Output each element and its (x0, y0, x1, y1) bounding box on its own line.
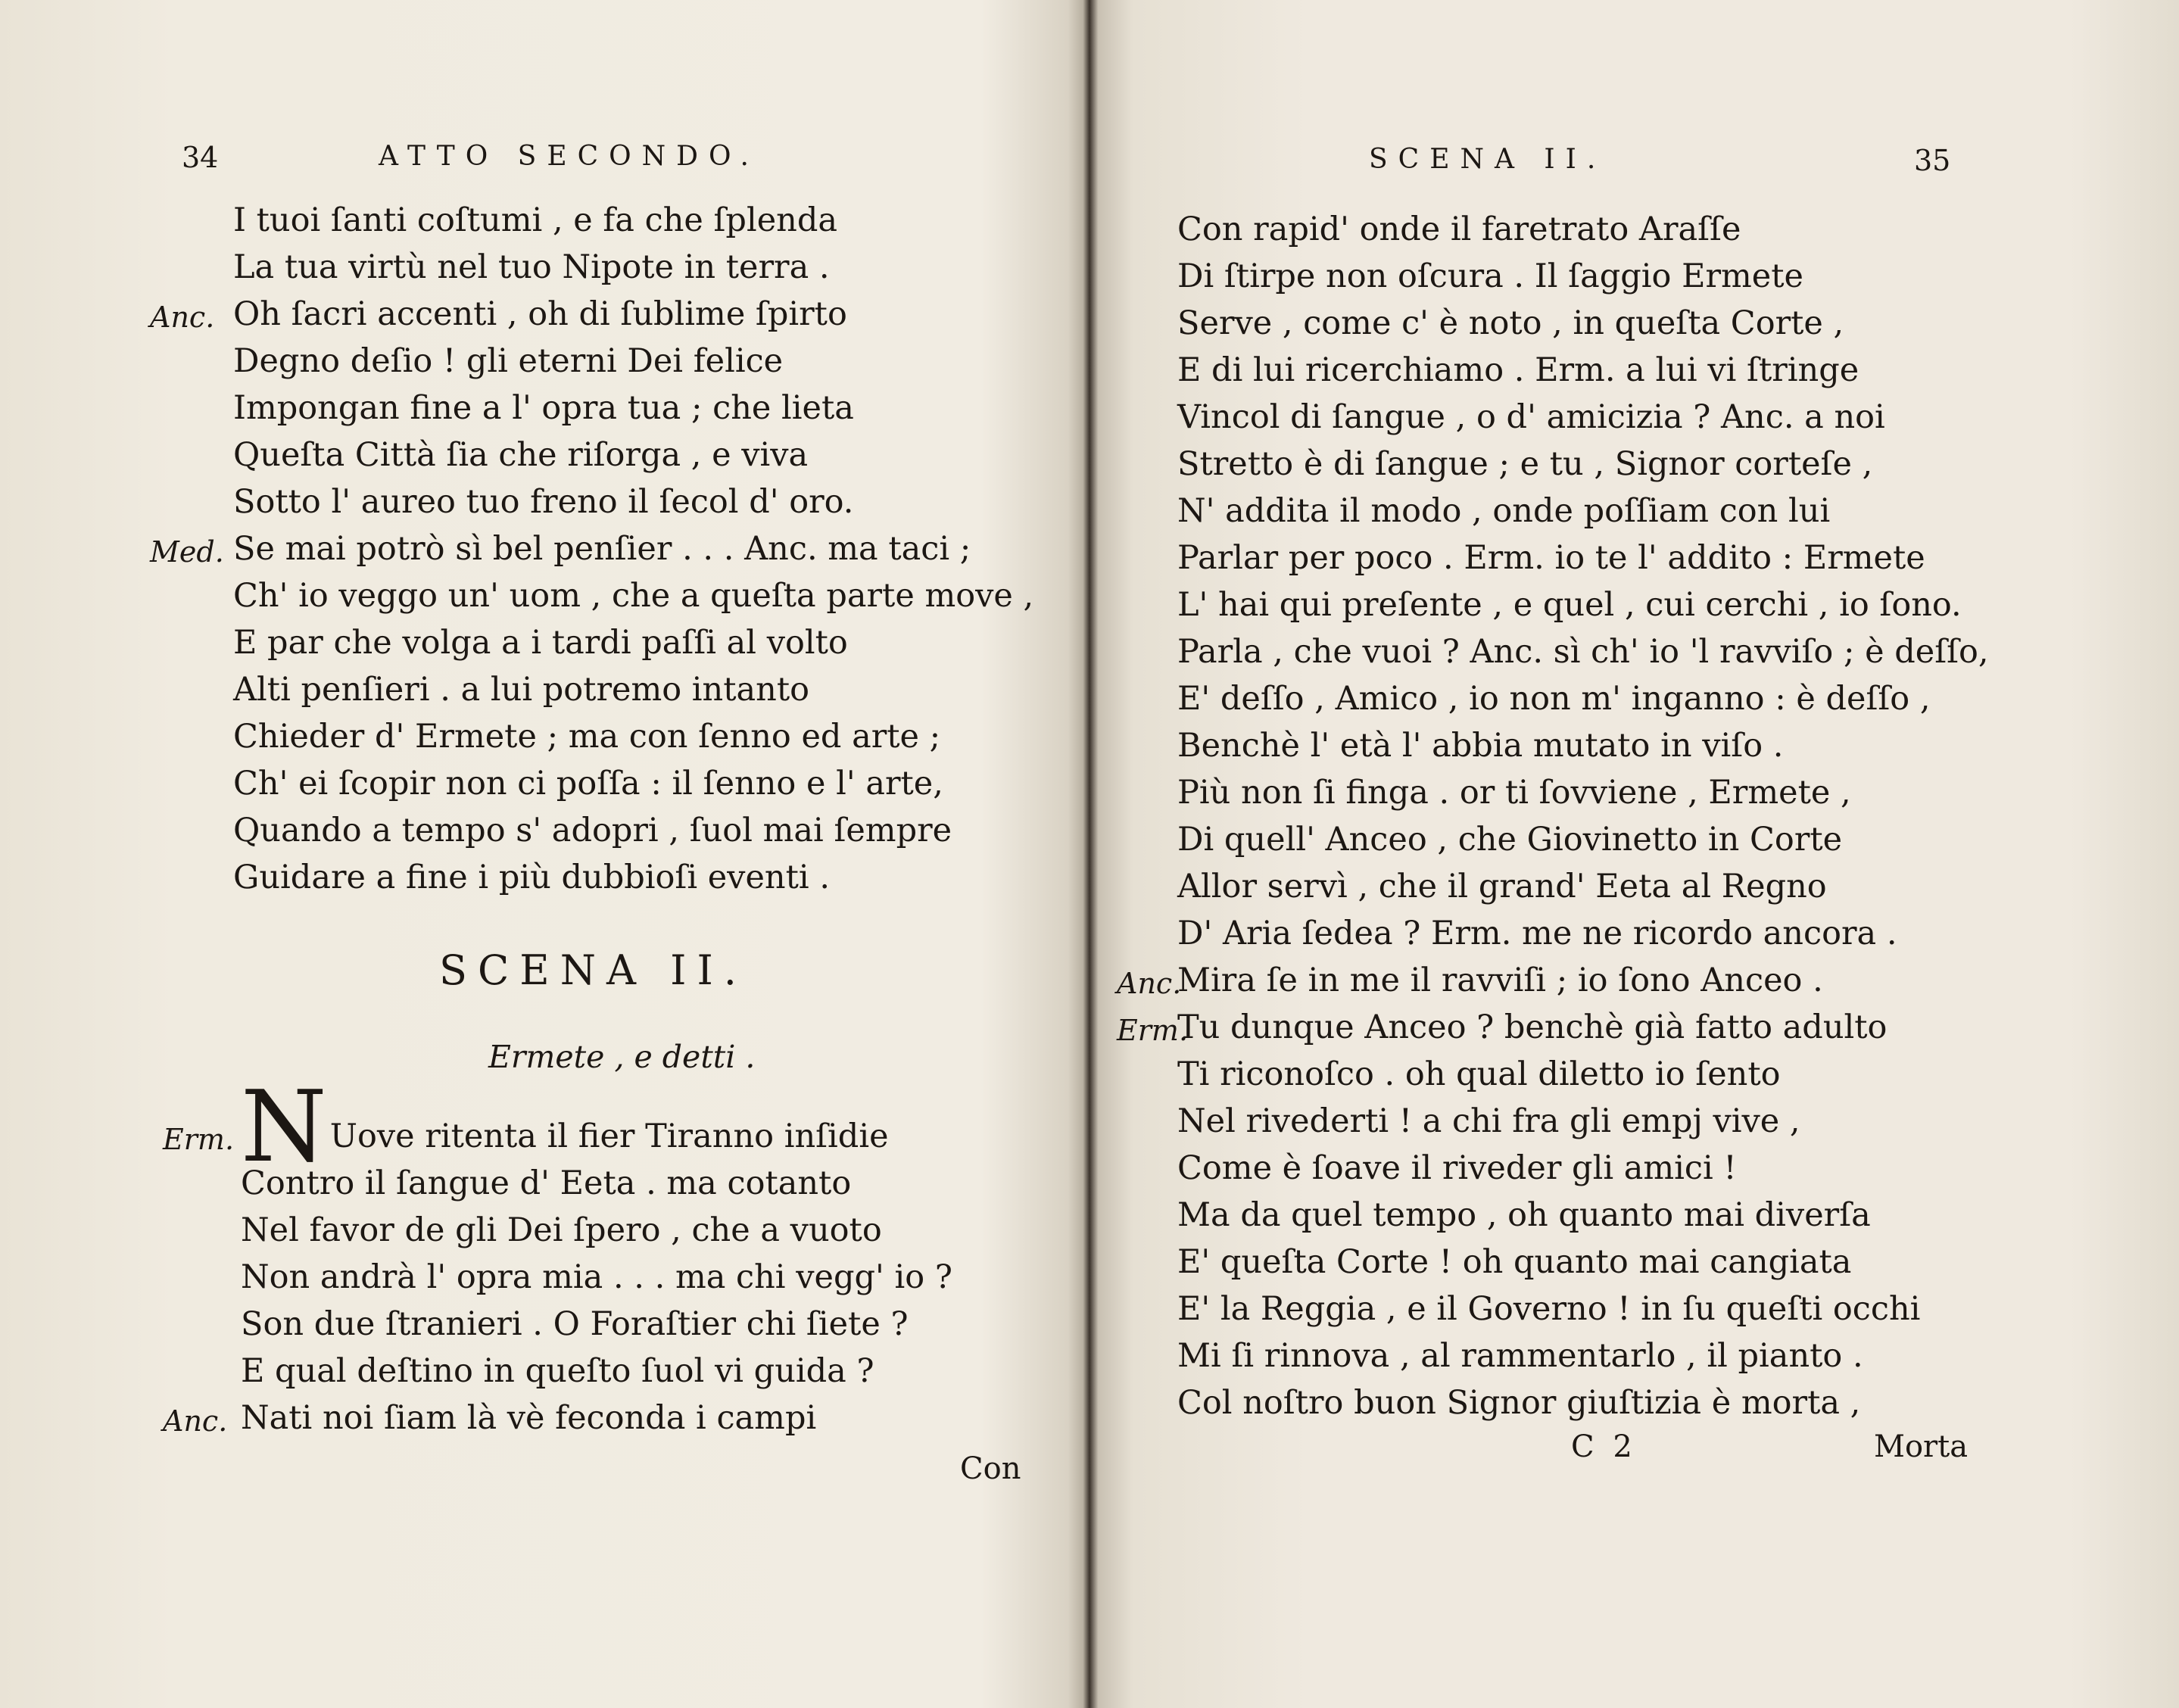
verse-line: NUove ritenta il fier Tiranno inſidie (241, 1069, 889, 1184)
verse-line: Sotto l' aureo tuo freno il ſecol d' oro. (233, 483, 854, 521)
verse-line: Di quell' Anceo , che Giovinetto in Corte (1177, 821, 1843, 859)
verse-line: Son due ſtranieri . O Foraſtier chi ſiete ? (241, 1305, 909, 1343)
verse-line: Degno deſio ! gli eterni Dei felice (233, 342, 784, 380)
verse-line: Vincol di ſangue , o d' amicizia ? Anc. a noi (1177, 398, 1885, 436)
speaker-label: Erm. (163, 1123, 235, 1156)
verse-line: E' la Reggia , e il Governo ! in ſu queſti occhi (1177, 1290, 1921, 1328)
running-head: ATTO SECONDO. (379, 141, 759, 172)
verse-line: L' hai qui preſente , e quel , cui cerchi , io ſono. (1177, 586, 1962, 624)
verse-line: E qual deſtino in queſto ſuol vi guida ? (241, 1352, 874, 1390)
scene-heading: SCENA II. (439, 946, 747, 994)
speaker-label: Anc. (150, 301, 215, 334)
page-number: 34 (182, 141, 219, 174)
verse-line: Mi ſi rinnova , al rammentarlo , il pianto . (1177, 1337, 1863, 1375)
verse-line: Mira ſe in me il ravviſi ; io ſono Anceo . (1177, 962, 1823, 999)
verse-line: Nel favor de gli Dei ſpero , che a vuoto (241, 1211, 882, 1249)
verse-line: Guidare a fine i più dubbioſi eventi . (233, 859, 830, 896)
verse-line: I tuoi ſanti coſtumi , e fa che ſplenda (233, 201, 837, 239)
verse-line: Non andrà l' opra mia . . . ma chi vegg' io ? (241, 1258, 952, 1296)
verse-line: Chieder d' Ermete ; ma con ſenno ed arte ; (233, 718, 941, 756)
cast-line: Ermete , e detti . (488, 1039, 756, 1075)
signature-mark: C 2 (1571, 1429, 1637, 1464)
verse-line: Tu dunque Anceo ? benchè già fatto adulto (1177, 1008, 1888, 1046)
verse-line: La tua virtù nel tuo Nipote in terra . (233, 248, 830, 286)
verse-line: Col noſtro buon Signor giuſtizia è morta , (1177, 1384, 1861, 1422)
drop-cap: N (241, 1069, 327, 1184)
running-head: SCENA II. (1369, 144, 1607, 175)
verse-line: E' queſta Corte ! oh quanto mai cangiata (1177, 1243, 1852, 1281)
verse-line: Contro il ſangue d' Eeta . ma cotanto (241, 1164, 852, 1202)
catchword: Con (960, 1451, 1021, 1486)
speaker-label: Med. (150, 535, 224, 569)
verse-line: Ti riconoſco . oh qual diletto io ſento (1177, 1055, 1781, 1093)
verse-line: Come è ſoave il riveder gli amici ! (1177, 1149, 1737, 1187)
right-page (1083, 0, 2179, 1708)
verse-line: Oh ſacri accenti , oh di ſublime ſpirto (233, 295, 847, 333)
verse-line: Benchè l' età l' abbia mutato in viſo . (1177, 727, 1784, 765)
page-number: 35 (1914, 144, 1951, 177)
verse-line: Stretto è di ſangue ; e tu , Signor corteſe , (1177, 445, 1873, 483)
verse-line: E par che volga a i tardi paſſi al volto (233, 624, 848, 662)
verse-line: Nel rivederti ! a chi fra gli empj vive , (1177, 1102, 1800, 1140)
speaker-label: Anc. (1117, 967, 1182, 1000)
verse-line: Quando a tempo s' adopri , ſuol mai ſempre (233, 812, 952, 849)
verse-line: N' addita il modo , onde poſſiam con lui (1177, 492, 1831, 530)
verse-line: Se mai potrò sì bel penſier . . . Anc. ma taci ; (233, 530, 971, 568)
verse-line: Parla , che vuoi ? Anc. sì ch' io 'l ravviſo ; è deſſo, (1177, 633, 1989, 671)
verse-line: Impongan fine a l' opra tua ; che lieta (233, 389, 854, 427)
verse-line: Più non ſi finga . or ti ſovviene , Ermete , (1177, 774, 1851, 812)
verse-line: Serve , come c' è noto , in queſta Corte , (1177, 304, 1844, 342)
verse-line: Ma da quel tempo , oh quanto mai diverſa (1177, 1196, 1871, 1234)
verse-line: Queſta Città ſia che riſorga , e viva (233, 436, 809, 474)
catchword: Morta (1874, 1429, 1969, 1464)
speaker-label: Anc. (163, 1404, 228, 1438)
verse-line: E di lui ricerchiamo . Erm. a lui vi ſtringe (1177, 351, 1859, 389)
verse-line: Con rapid' onde il faretrato Araſſe (1177, 210, 1741, 248)
verse-line: E' deſſo , Amico , io non m' inganno : è deſſo , (1177, 680, 1931, 718)
verse-line: Parlar per poco . Erm. io te l' addito : Ermete (1177, 539, 1925, 577)
verse-line: Allor servì , che il grand' Eeta al Regno (1177, 868, 1827, 905)
verse-line: Alti penſieri . a lui potremo intanto (233, 671, 810, 709)
speaker-label: Erm. (1117, 1014, 1189, 1047)
verse-line: Nati noi ſiam là vè feconda i campi (241, 1399, 817, 1437)
left-page (0, 0, 1071, 1708)
verse-line: Ch' io veggo un' uom , che a queſta parte move , (233, 577, 1034, 615)
verse-line: Di ſtirpe non oſcura . Il ſaggio Ermete (1177, 257, 1803, 295)
verse-line: D' Aria ſedea ? Erm. me ne ricordo ancora . (1177, 915, 1897, 952)
verse-line: Ch' ei ſcopir non ci poſſa : il ſenno e l' arte, (233, 765, 943, 803)
